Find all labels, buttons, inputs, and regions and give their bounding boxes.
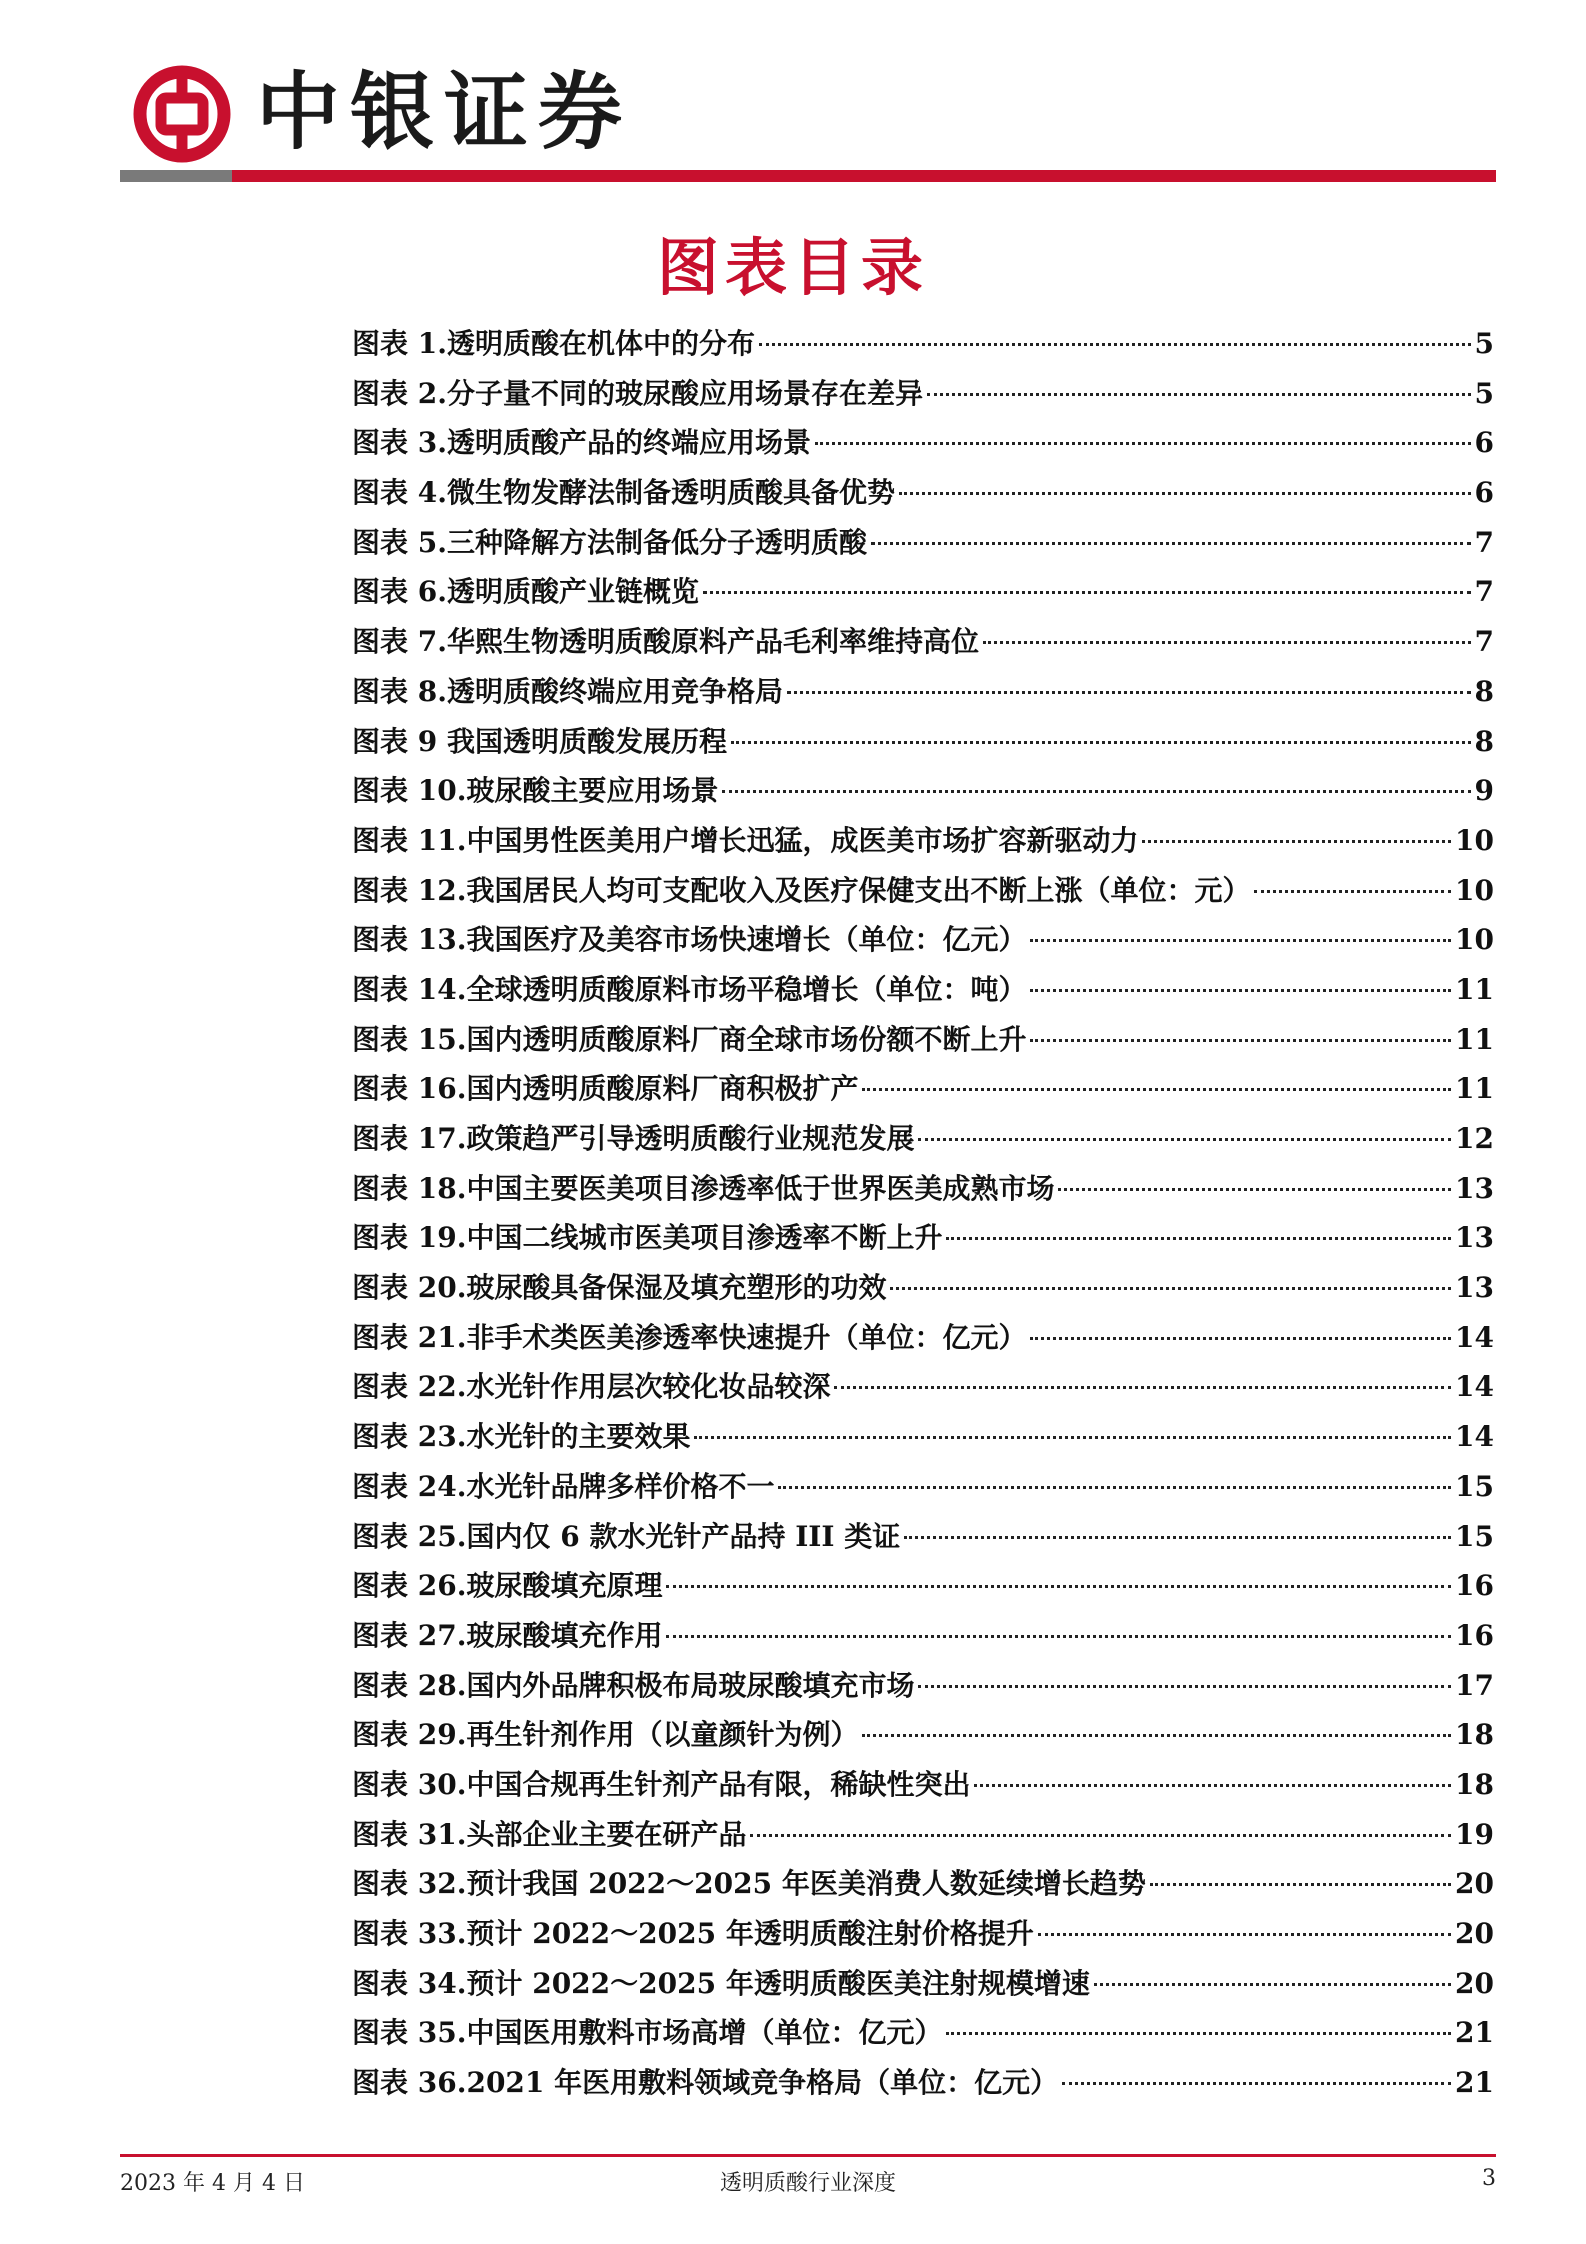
- toc-entry-page: 20: [1455, 1966, 1494, 2000]
- toc-entry[interactable]: [352, 322, 1494, 372]
- toc-entry-page: 11: [1455, 1072, 1494, 1106]
- toc-entry-page: 15: [1455, 1519, 1494, 1553]
- toc-entry-page: 18: [1455, 1767, 1494, 1801]
- toc-entry-label: 图表 3.透明质酸产品的终端应用场景: [352, 426, 811, 460]
- toc-entry-page: 20: [1455, 1867, 1494, 1901]
- toc-entry[interactable]: [352, 1316, 1494, 1366]
- toc-entry[interactable]: [352, 1365, 1494, 1415]
- brand-name: 中银证券: [256, 62, 633, 161]
- toc-dot-leader: [722, 790, 1470, 793]
- toc-entry[interactable]: [352, 1962, 1494, 2012]
- toc-dot-leader: [918, 1685, 1451, 1688]
- toc-entry-page: 10: [1455, 873, 1494, 907]
- toc-entry[interactable]: [352, 1167, 1494, 1217]
- toc-entry-label: 图表 9 我国透明质酸发展历程: [352, 724, 727, 758]
- toc-entry[interactable]: [352, 570, 1494, 620]
- toc-entry-label: 图表 17.政策趋严引导透明质酸行业规范发展: [352, 1122, 915, 1155]
- toc-entry-page: 13: [1455, 1271, 1494, 1305]
- toc-dot-leader: [703, 591, 1471, 594]
- toc-entry[interactable]: [352, 521, 1494, 571]
- toc-entry-page: 9: [1474, 774, 1494, 808]
- toc-entry[interactable]: [352, 1465, 1494, 1515]
- toc-entry-page: 7: [1474, 625, 1494, 659]
- toc-dot-leader: [1094, 1983, 1451, 1986]
- toc-entry-label: 图表 33.预计 2022～2025 年透明质酸注射价格提升: [352, 1917, 1034, 1950]
- toc-entry-page: 11: [1455, 1022, 1494, 1056]
- toc-dot-leader: [904, 1536, 1451, 1539]
- toc-entry[interactable]: [352, 2061, 1494, 2111]
- toc-entry-page: 7: [1474, 525, 1494, 559]
- toc-dot-leader: [666, 1585, 1451, 1588]
- toc-entry-page: 18: [1455, 1718, 1494, 1752]
- toc-entry[interactable]: [352, 1216, 1494, 1266]
- toc-entry-label: 图表 18.中国主要医美项目渗透率低于世界医美成熟市场: [352, 1171, 1055, 1205]
- toc-entry-label: 图表 19.中国二线城市医美项目渗透率不断上升: [352, 1221, 943, 1255]
- toc-entry[interactable]: [352, 1117, 1494, 1167]
- toc-entry-label: 图表 20.玻尿酸具备保湿及填充塑形的功效: [352, 1271, 887, 1305]
- footer-page-number: 3: [1482, 2166, 1496, 2191]
- toc-dot-leader: [1038, 1933, 1451, 1936]
- header-rule-gray: [120, 170, 232, 182]
- toc-entry-label: 图表 36.2021 年医用敷料领域竞争格局（单位：亿元）: [352, 2066, 1059, 2100]
- toc-dot-leader: [1030, 1337, 1451, 1340]
- toc-dot-leader: [1030, 1039, 1451, 1042]
- toc-entry[interactable]: [352, 1713, 1494, 1763]
- toc-dot-leader: [750, 1834, 1451, 1837]
- toc-entry-page: 6: [1474, 476, 1494, 510]
- page-header: [120, 52, 1496, 182]
- toc-entry-page: 7: [1474, 575, 1494, 609]
- toc-entry-label: 图表 7.华熙生物透明质酸原料产品毛利率维持高位: [352, 625, 979, 659]
- toc-entry-page: 5: [1474, 376, 1494, 410]
- page-footer: [120, 2166, 1496, 2202]
- toc-entry[interactable]: [352, 1067, 1494, 1117]
- toc-entry-label: 图表 10.玻尿酸主要应用场景: [352, 774, 719, 808]
- toc-dot-leader: [862, 1734, 1451, 1737]
- toc-entry[interactable]: [352, 1862, 1494, 1912]
- header-rule-red: [232, 170, 1496, 182]
- toc-dot-leader: [834, 1386, 1451, 1389]
- toc-dot-leader: [1030, 939, 1451, 942]
- toc-entry-page: 13: [1455, 1171, 1494, 1205]
- toc-dot-leader: [890, 1287, 1451, 1290]
- toc-dot-leader: [815, 442, 1471, 445]
- toc-entry-page: 19: [1455, 1817, 1494, 1851]
- toc-dot-leader: [666, 1635, 1451, 1638]
- toc-entry[interactable]: [352, 372, 1494, 422]
- toc-dot-leader: [778, 1486, 1451, 1489]
- toc-dot-leader: [1142, 840, 1451, 843]
- footer-rule: [120, 2154, 1496, 2157]
- toc-entry[interactable]: [352, 1415, 1494, 1465]
- toc-entry-page: 14: [1455, 1370, 1494, 1404]
- toc-entry-page: 21: [1455, 2066, 1494, 2100]
- footer-doc-title: 透明质酸行业深度: [719, 2171, 896, 2196]
- toc-entry[interactable]: [352, 968, 1494, 1018]
- toc-entry[interactable]: [352, 2011, 1494, 2061]
- toc-entry[interactable]: [352, 1813, 1494, 1863]
- toc-entry-page: 16: [1455, 1569, 1494, 1603]
- toc-entry-label: 图表 11.中国男性医美用户增长迅猛，成医美市场扩容新驱动力: [352, 823, 1139, 857]
- toc-entry-label: 图表 29.再生针剂作用（以童颜针为例）: [352, 1718, 859, 1752]
- toc-entry-label: 图表 2.分子量不同的玻尿酸应用场景存在差异: [352, 376, 923, 410]
- toc-entry-page: 13: [1455, 1221, 1494, 1255]
- toc-entry-label: 图表 16.国内透明质酸原料厂商积极扩产: [352, 1072, 859, 1106]
- toc-entry[interactable]: [352, 769, 1494, 819]
- toc-entry[interactable]: [352, 1018, 1494, 1068]
- toc-entry[interactable]: [352, 670, 1494, 720]
- toc-entry-label: 图表 27.玻尿酸填充作用: [352, 1618, 663, 1652]
- toc-dot-leader: [927, 393, 1471, 396]
- toc-entry-label: 图表 34.预计 2022～2025 年透明质酸医美注射规模增速: [352, 1966, 1090, 2000]
- toc-entry[interactable]: [352, 918, 1494, 968]
- toc-entry-page: 14: [1455, 1420, 1494, 1454]
- toc-entry[interactable]: [352, 1912, 1494, 1962]
- toc-dot-leader: [899, 492, 1471, 495]
- toc-dot-leader: [946, 1237, 1451, 1240]
- toc-dot-leader: [871, 542, 1471, 545]
- toc-entry-label: 图表 12.我国居民人均可支配收入及医疗保健支出不断上涨（单位：元）: [352, 873, 1251, 907]
- toc-entry-page: 17: [1455, 1668, 1494, 1702]
- toc-entry-label: 图表 28.国内外品牌积极布局玻尿酸填充市场: [352, 1668, 915, 1702]
- toc-entry-label: 图表 35.中国医用敷料市场高增（单位：亿元）: [352, 2016, 943, 2050]
- toc-dot-leader: [1058, 1188, 1451, 1191]
- footer-date: 2023 年 4 月 4 日: [120, 2171, 305, 2196]
- toc-dot-leader: [787, 691, 1471, 694]
- toc-entry-page: 11: [1455, 972, 1494, 1006]
- toc-entry-label: 图表 30.中国合规再生针剂产品有限，稀缺性突出: [352, 1767, 971, 1801]
- toc-dot-leader: [759, 343, 1471, 346]
- toc-entry-page: 5: [1474, 327, 1494, 360]
- toc-dot-leader: [946, 2032, 1451, 2035]
- toc-entry-label: 图表 21.非手术类医美渗透率快速提升（单位：亿元）: [352, 1320, 1027, 1354]
- toc-entry-label: 图表 1.透明质酸在机体中的分布: [352, 327, 755, 360]
- toc-entry-label: 图表 24.水光针品牌多样价格不一: [352, 1469, 775, 1503]
- toc-entry[interactable]: [352, 620, 1494, 670]
- toc-entry-label: 图表 14.全球透明质酸原料市场平稳增长（单位：吨）: [352, 972, 1027, 1006]
- toc-list: [352, 322, 1494, 2111]
- toc-entry[interactable]: [352, 1763, 1494, 1813]
- toc-entry-label: 图表 23.水光针的主要效果: [352, 1420, 691, 1454]
- toc-entry[interactable]: [352, 1266, 1494, 1316]
- toc-entry[interactable]: [352, 421, 1494, 471]
- bank-of-china-logo-icon: [132, 64, 232, 164]
- toc-dot-leader: [731, 741, 1471, 744]
- toc-entry-label: 图表 8.透明质酸终端应用竞争格局: [352, 674, 783, 708]
- toc-entry-label: 图表 26.玻尿酸填充原理: [352, 1569, 663, 1603]
- toc-entry-page: 10: [1455, 923, 1494, 957]
- toc-entry-page: 21: [1455, 2016, 1494, 2050]
- toc-entry-page: 8: [1474, 674, 1494, 708]
- toc-entry[interactable]: [352, 1515, 1494, 1565]
- toc-entry-label: 图表 31.头部企业主要在研产品: [352, 1817, 747, 1851]
- toc-entry-label: 图表 13.我国医疗及美容市场快速增长（单位：亿元）: [352, 923, 1027, 957]
- toc-dot-leader: [1254, 890, 1451, 893]
- toc-entry-label: 图表 22.水光针作用层次较化妆品较深: [352, 1370, 831, 1404]
- toc-entry[interactable]: [352, 869, 1494, 919]
- toc-dot-leader: [918, 1138, 1451, 1141]
- toc-dot-leader: [862, 1088, 1451, 1091]
- toc-entry-page: 8: [1474, 724, 1494, 758]
- toc-entry-label: 图表 6.透明质酸产业链概览: [352, 575, 699, 609]
- toc-dot-leader: [1030, 989, 1451, 992]
- toc-entry-page: 20: [1455, 1917, 1494, 1950]
- toc-entry-label: 图表 15.国内透明质酸原料厂商全球市场份额不断上升: [352, 1022, 1027, 1056]
- toc-entry-page: 14: [1455, 1320, 1494, 1354]
- toc-entry[interactable]: [352, 720, 1494, 770]
- toc-entry-label: 图表 5.三种降解方法制备低分子透明质酸: [352, 525, 867, 559]
- toc-dot-leader: [1150, 1883, 1451, 1886]
- toc-entry[interactable]: [352, 819, 1494, 869]
- toc-entry-label: 图表 25.国内仅 6 款水光针产品持 III 类证: [352, 1519, 901, 1553]
- toc-dot-leader: [1062, 2082, 1451, 2085]
- toc-title: 图表目录: [656, 231, 929, 304]
- toc-entry-label: 图表 4.微生物发酵法制备透明质酸具备优势: [352, 476, 895, 510]
- toc-entry-page: 15: [1455, 1469, 1494, 1503]
- toc-entry-label: 图表 32.预计我国 2022～2025 年医美消费人数延续增长趋势: [352, 1867, 1146, 1901]
- toc-dot-leader: [694, 1436, 1451, 1439]
- toc-entry[interactable]: [352, 1664, 1494, 1714]
- toc-entry-page: 12: [1455, 1122, 1494, 1155]
- toc-entry-page: 16: [1455, 1618, 1494, 1652]
- toc-entry-page: 10: [1455, 823, 1494, 857]
- toc-entry-page: 6: [1474, 426, 1494, 460]
- toc-dot-leader: [974, 1784, 1451, 1787]
- toc-entry[interactable]: [352, 471, 1494, 521]
- toc-entry[interactable]: [352, 1564, 1494, 1614]
- toc-entry[interactable]: [352, 1614, 1494, 1664]
- toc-dot-leader: [983, 641, 1471, 644]
